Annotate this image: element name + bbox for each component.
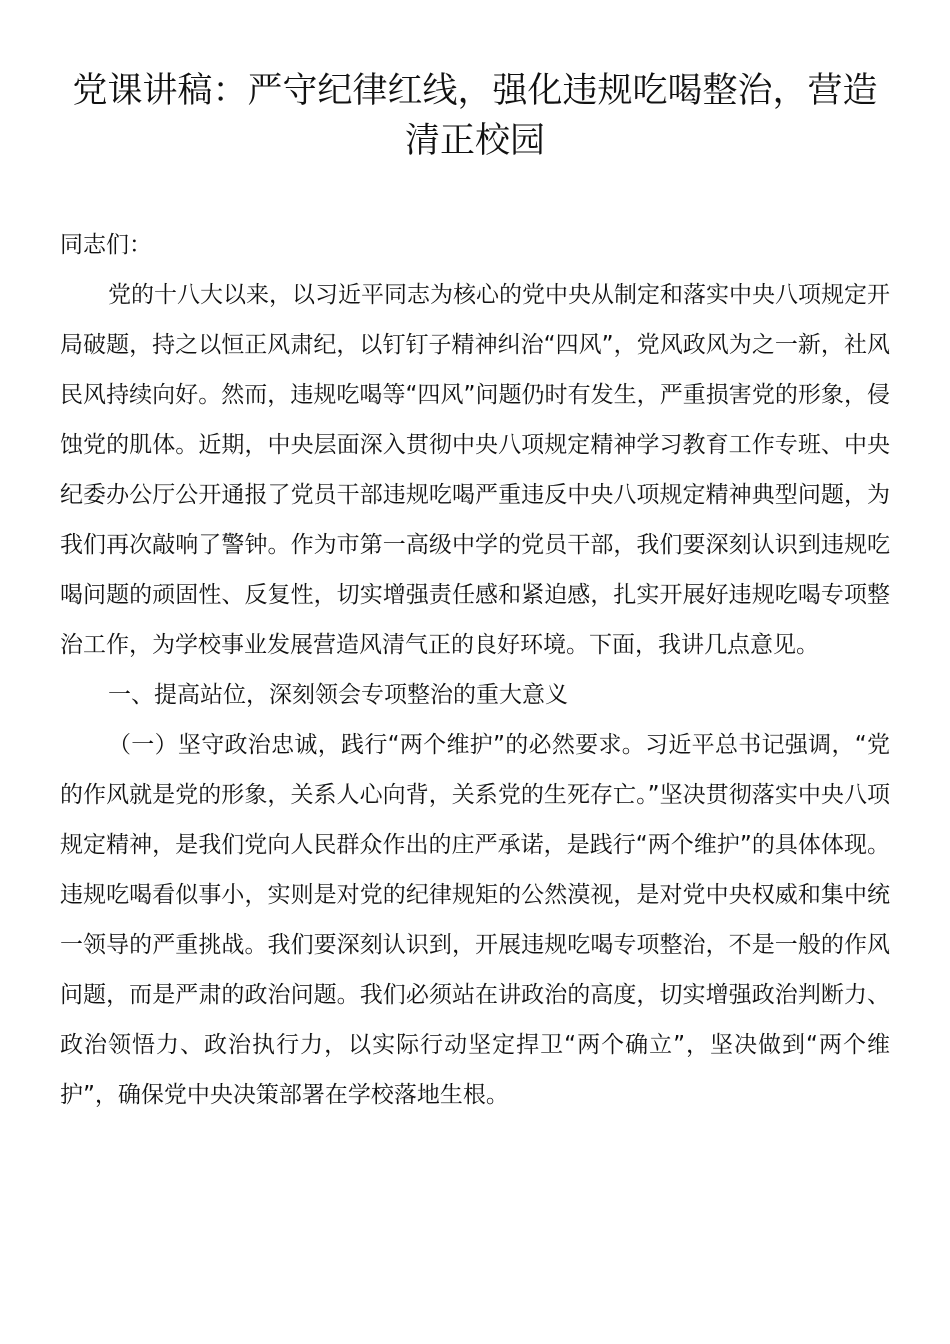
section-heading: 一、提高站位，深刻领会专项整治的重大意义 — [108, 682, 568, 708]
document-body — [60, 220, 890, 1120]
intro-paragraph: 党的十八大以来，以习近平同志为核心的党中央从制定和落实中央八项规定开局破题，持之以恒正风肃纪，以钉钉子精神纠治“四风”，党风政风为之一新，社风民风持续向好。然而，违规吃喝等“四风”问题仍时有发生，严重损害党的形象，侵蚀党的肌体。近期，中央层面深入贯彻中央八项规定精神学习教育工作专班、中央纪委办公厅公开通报了党员干部违规吃喝严重违反中央八项规定精神典型问题，为我们再次敲响了警钟。作为市第一高级中学的党员干部，我们要深刻认识到违规吃喝问题的顽固性、反复性，切实增强责任感和紧迫感，扎实开展好违规吃喝专项整治工作，为学校事业发展营造风清气正的良好环境。下面，我讲几点意见。 — [60, 282, 890, 658]
greeting: 同志们： — [60, 232, 152, 258]
page-title: 党课讲稿：严守纪律红线，强化违规吃喝整治，营造清正校园 — [72, 71, 878, 161]
subsection-paragraph: （一）坚守政治忠诚，践行“两个维护”的必然要求。习近平总书记强调，“党的作风就是党的形象，关系人心向背，关系党的生死存亡。”坚决贯彻落实中央八项规定精神，是我们党向人民群众作出的庄严承诺，是践行“两个维护”的具体体现。违规吃喝看似事小，实则是对党的纪律规矩的公然漠视，是对党中央权威和集中统一领导的严重挑战。我们要深刻认识到，开展违规吃喝专项整治，不是一般的作风问题，而是严肃的政治问题。我们必须站在讲政治的高度，切实增强政治判断力、政治领悟力、政治执行力，以实际行动坚定捍卫“两个确立”，坚决做到“两个维护”，确保党中央决策部署在学校落地生根。 — [60, 732, 890, 1108]
